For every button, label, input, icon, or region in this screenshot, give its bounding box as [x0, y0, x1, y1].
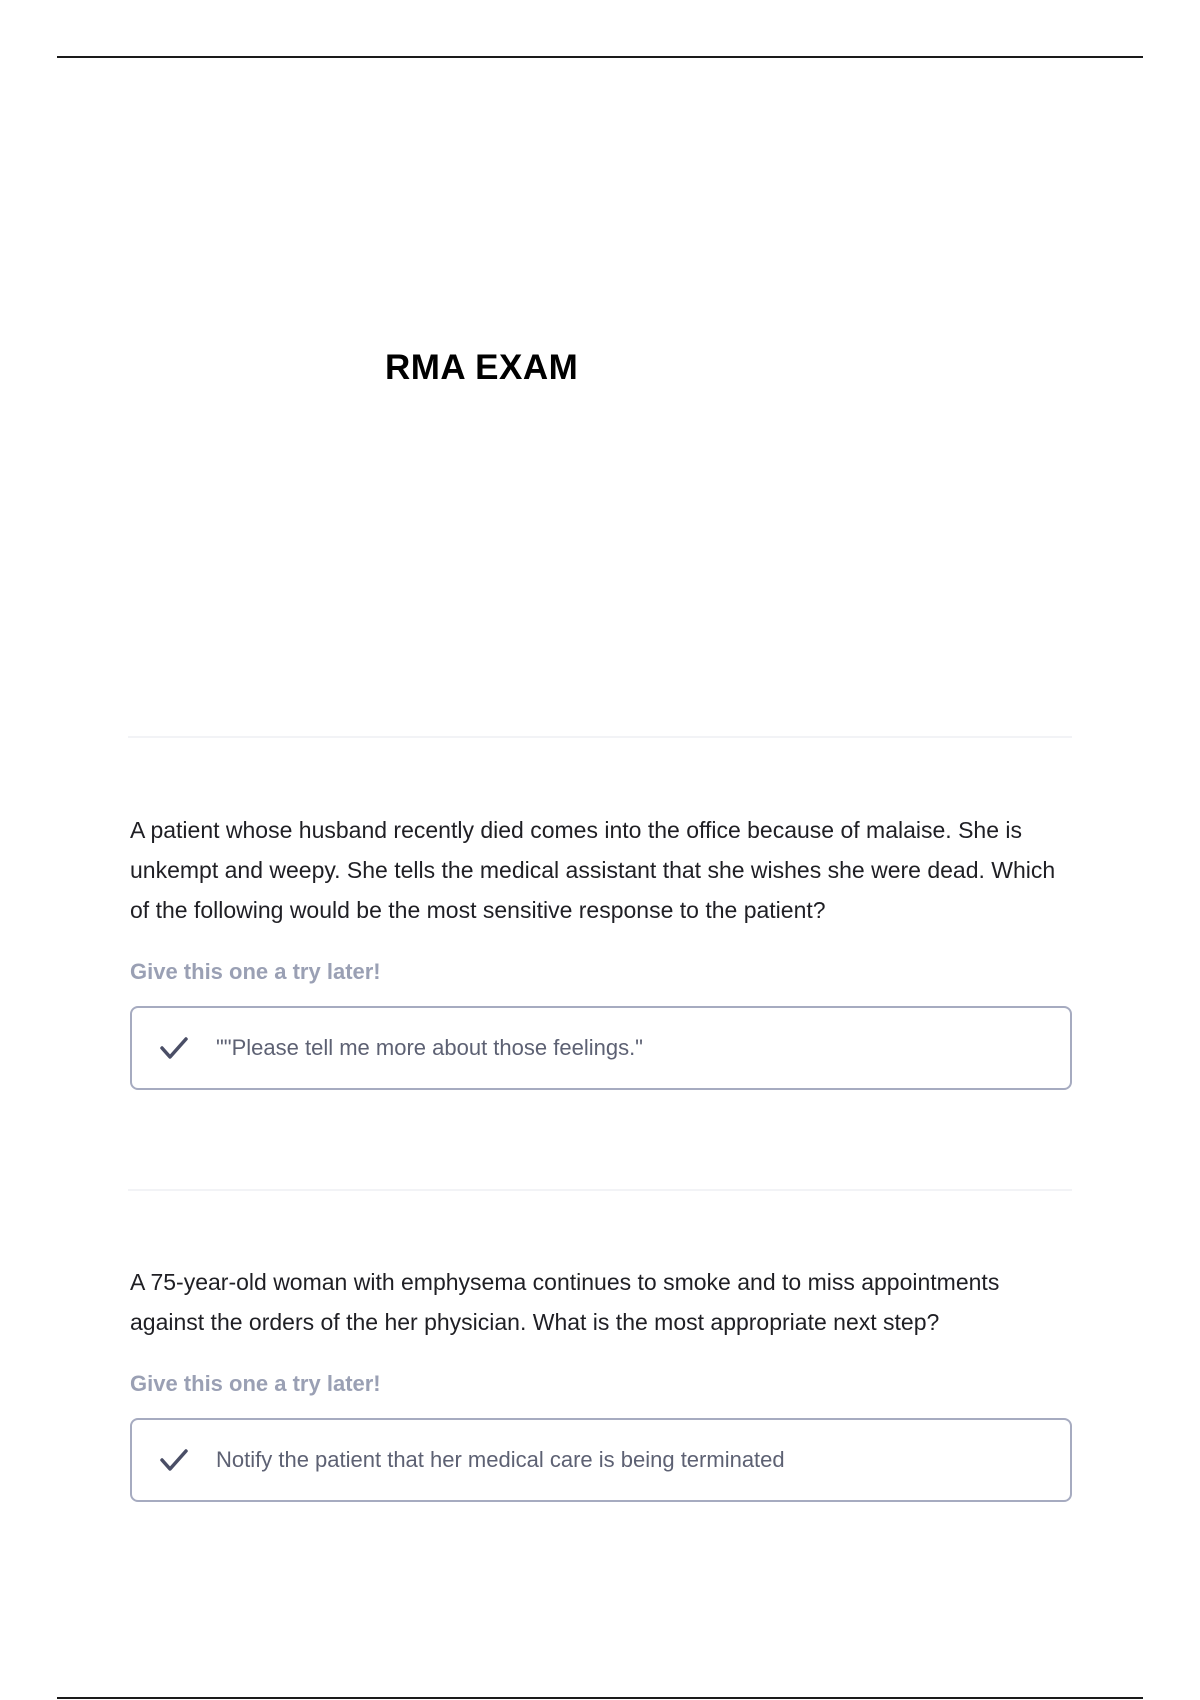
check-icon	[156, 1030, 192, 1066]
question-card	[130, 810, 1072, 1090]
page-bottom-rule	[57, 1697, 1143, 1699]
document-title: RMA EXAM	[385, 348, 579, 387]
page-top-rule	[57, 56, 1143, 58]
answer-option[interactable]	[130, 1418, 1072, 1502]
question-text: A 75-year-old woman with emphysema continues to smoke and to miss appointments against the orders of the her physician. What is the most appropriate next step?	[130, 1269, 1000, 1335]
answer-text: ""Please tell me more about those feelings."	[216, 1034, 643, 1060]
answer-text: Notify the patient that her medical care is being terminated	[216, 1446, 785, 1472]
answer-option[interactable]	[130, 1006, 1072, 1090]
question-card	[130, 1262, 1072, 1502]
question-text: A patient whose husband recently died comes into the office because of malaise. She is unkempt and weepy. She tells the medical assistant that she wishes she were dead. Which of the following would be the most sensitive response to the patient?	[130, 817, 1056, 923]
check-icon	[156, 1442, 192, 1478]
section-divider	[128, 1189, 1072, 1191]
try-later-hint[interactable]: Give this one a try later!	[130, 959, 381, 984]
section-divider	[128, 736, 1072, 738]
try-later-hint[interactable]: Give this one a try later!	[130, 1371, 381, 1396]
